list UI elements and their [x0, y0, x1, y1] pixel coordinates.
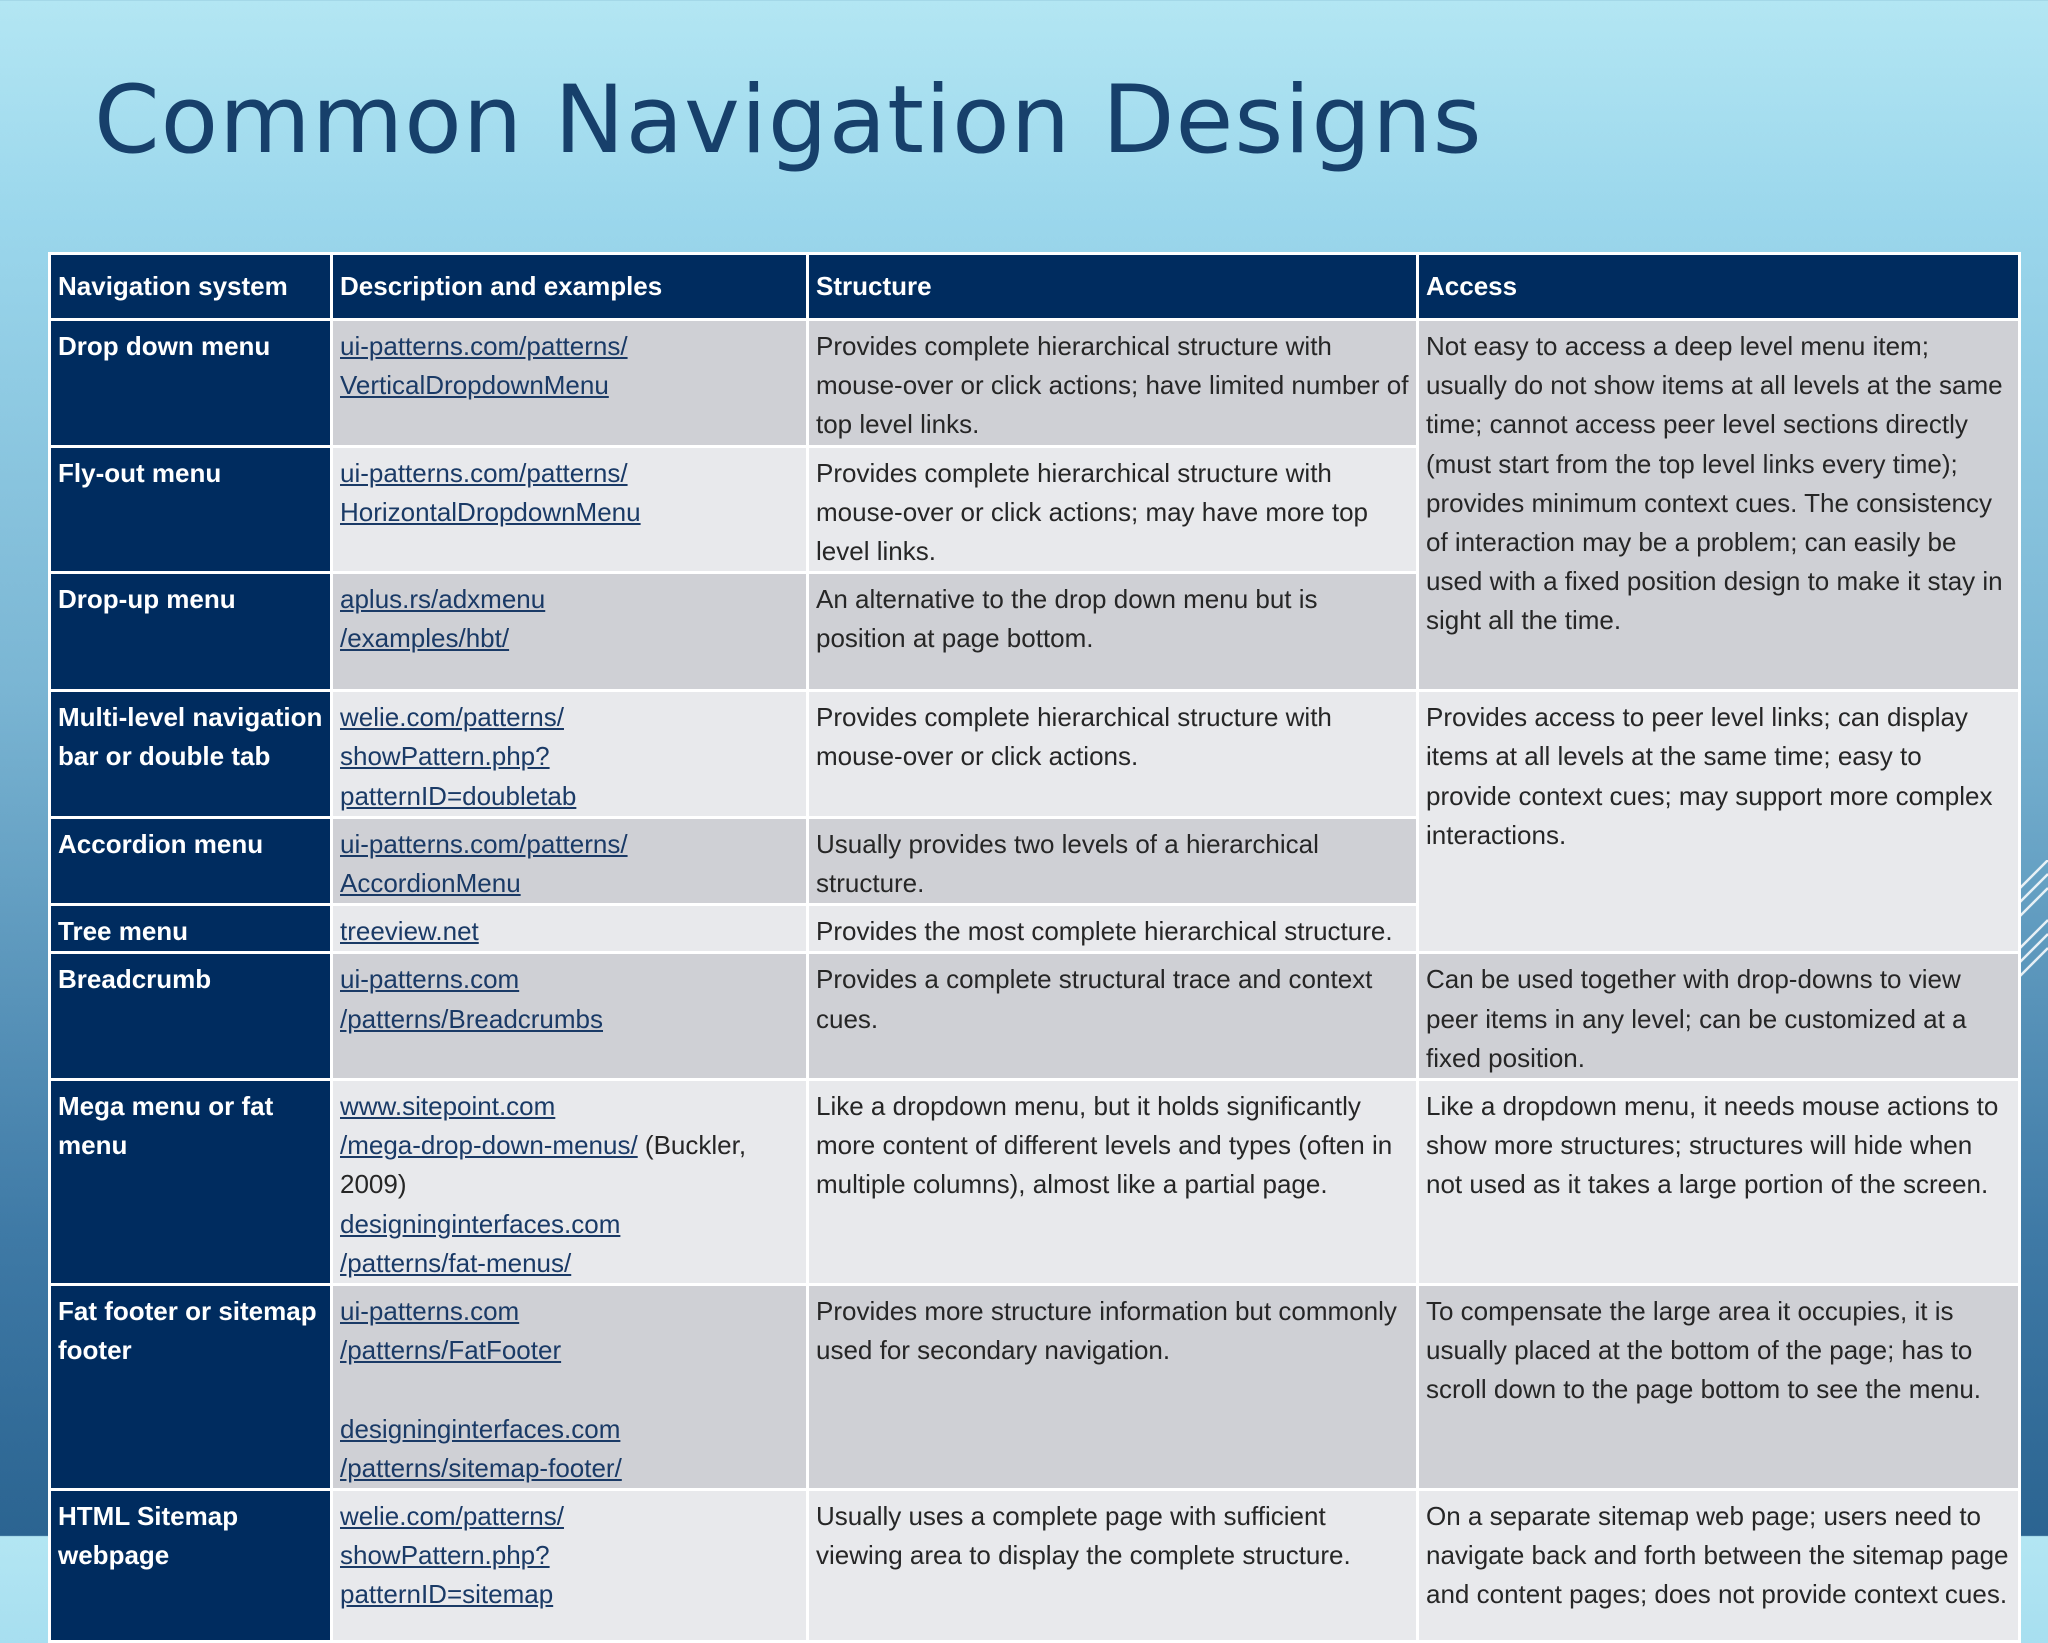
- header-access: Access: [1418, 254, 2020, 320]
- row-description: [332, 1285, 808, 1490]
- row-structure: Provides the most complete hierarchical structure.: [808, 905, 1418, 953]
- row-name: Tree menu: [50, 905, 332, 953]
- row-structure: Usually uses a complete page with sufficient viewing area to display the complete structure.: [808, 1490, 1418, 1642]
- row-access: Can be used together with drop-downs to view peer items in any level; can be customized at a fixed position.: [1418, 953, 2020, 1080]
- row-description: [332, 953, 808, 1080]
- table-row: [50, 953, 2020, 1080]
- example-link[interactable]: welie.com/patterns/: [340, 1501, 564, 1532]
- row-description: [332, 573, 808, 691]
- row-name: Fly-out menu: [50, 446, 332, 573]
- header-structure: Structure: [808, 254, 1418, 320]
- table-row: [50, 1490, 2020, 1642]
- navigation-designs-table: [48, 252, 2021, 1643]
- row-structure: Usually provides two levels of a hierarchical structure.: [808, 817, 1418, 904]
- row-structure: Provides complete hierarchical structure with mouse-over or click actions.: [808, 691, 1418, 818]
- row-description: [332, 1080, 808, 1285]
- header-description: Description and examples: [332, 254, 808, 320]
- row-name: Accordion menu: [50, 817, 332, 904]
- table-row: [50, 1285, 2020, 1490]
- example-link[interactable]: patternID=sitemap: [340, 1579, 554, 1610]
- example-link[interactable]: welie.com/patterns/: [340, 702, 564, 733]
- example-link[interactable]: showPattern.php?: [340, 1540, 550, 1571]
- example-link[interactable]: /patterns/fat-menus/: [340, 1247, 572, 1278]
- access-group-dropdown: Not easy to access a deep level menu item; usually do not show items at all levels at the same time; cannot access peer level sections directly (must start from the top level links every time); provides minimum context cues. The consistency of interaction may be a problem; can easily be used with a fixed position design to make it stay in sight all the time.: [1418, 320, 2020, 691]
- example-link[interactable]: /patterns/FatFooter: [340, 1335, 562, 1366]
- row-structure: Provides complete hierarchical structure with mouse-over or click actions; may have more top level links.: [808, 446, 1418, 573]
- row-description: [332, 320, 808, 447]
- example-link[interactable]: showPattern.php?: [340, 741, 550, 772]
- table-row: [50, 691, 2020, 818]
- example-link[interactable]: designinginterfaces.com: [340, 1208, 621, 1239]
- example-link[interactable]: ui-patterns.com: [340, 1296, 520, 1327]
- row-name: Mega menu or fat menu: [50, 1080, 332, 1285]
- example-link[interactable]: ui-patterns.com/patterns/: [340, 457, 628, 488]
- example-link[interactable]: HorizontalDropdownMenu: [340, 496, 641, 527]
- table-row: [50, 1080, 2020, 1285]
- citation: (Buckler, 2009): [340, 1130, 747, 1200]
- row-name: HTML Sitemap webpage: [50, 1490, 332, 1642]
- row-description: [332, 446, 808, 573]
- example-link[interactable]: ui-patterns.com: [340, 964, 520, 995]
- example-link[interactable]: treeview.net: [340, 916, 479, 947]
- row-name: Multi-level navigation bar or double tab: [50, 691, 332, 818]
- row-description: [332, 905, 808, 953]
- example-link[interactable]: /mega-drop-down-menus/: [340, 1130, 638, 1161]
- row-name: Drop-up menu: [50, 573, 332, 691]
- row-structure: An alternative to the drop down menu but is position at page bottom.: [808, 573, 1418, 691]
- example-link[interactable]: AccordionMenu: [340, 868, 521, 899]
- access-group-multilevel: Provides access to peer level links; can display items at all levels at the same time; easy to provide context cues; may support more complex interactions.: [1418, 691, 2020, 953]
- row-access: To compensate the large area it occupies, it is usually placed at the bottom of the page; has to scroll down to the page bottom to see the menu.: [1418, 1285, 2020, 1490]
- slide-title: Common Navigation Designs: [94, 66, 1483, 175]
- example-link[interactable]: ui-patterns.com/patterns/: [340, 828, 628, 859]
- example-link[interactable]: VerticalDropdownMenu: [340, 370, 609, 401]
- row-structure: Provides more structure information but commonly used for secondary navigation.: [808, 1285, 1418, 1490]
- example-link[interactable]: designinginterfaces.com: [340, 1413, 621, 1444]
- example-link[interactable]: www.sitepoint.com: [340, 1091, 556, 1122]
- row-description: [332, 1490, 808, 1642]
- row-structure: Like a dropdown menu, but it holds significantly more content of different levels and types (often in multiple columns), almost like a partial page.: [808, 1080, 1418, 1285]
- example-link[interactable]: aplus.rs/adxmenu: [340, 584, 546, 615]
- row-name: Breadcrumb: [50, 953, 332, 1080]
- table-header-row: [50, 254, 2020, 320]
- table-row: [50, 320, 2020, 447]
- example-link[interactable]: /patterns/Breadcrumbs: [340, 1003, 604, 1034]
- row-name: Drop down menu: [50, 320, 332, 447]
- row-structure: Provides complete hierarchical structure with mouse-over or click actions; have limited number of top level links.: [808, 320, 1418, 447]
- header-navigation-system: Navigation system: [50, 254, 332, 320]
- example-link[interactable]: /examples/hbt/: [340, 623, 510, 654]
- example-link[interactable]: ui-patterns.com/patterns/: [340, 331, 628, 361]
- row-access: On a separate sitemap web page; users need to navigate back and forth between the sitemap page and content pages; does not provide context cues.: [1418, 1490, 2020, 1642]
- row-name: Fat footer or sitemap footer: [50, 1285, 332, 1490]
- row-description: [332, 691, 808, 818]
- row-access: Like a dropdown menu, it needs mouse actions to show more structures; structures will hide when not used as it takes a large portion of the screen.: [1418, 1080, 2020, 1285]
- example-link[interactable]: patternID=doubletab: [340, 780, 577, 811]
- row-structure: Provides a complete structural trace and context cues.: [808, 953, 1418, 1080]
- row-description: [332, 817, 808, 904]
- example-link[interactable]: /patterns/sitemap-footer/: [340, 1452, 622, 1483]
